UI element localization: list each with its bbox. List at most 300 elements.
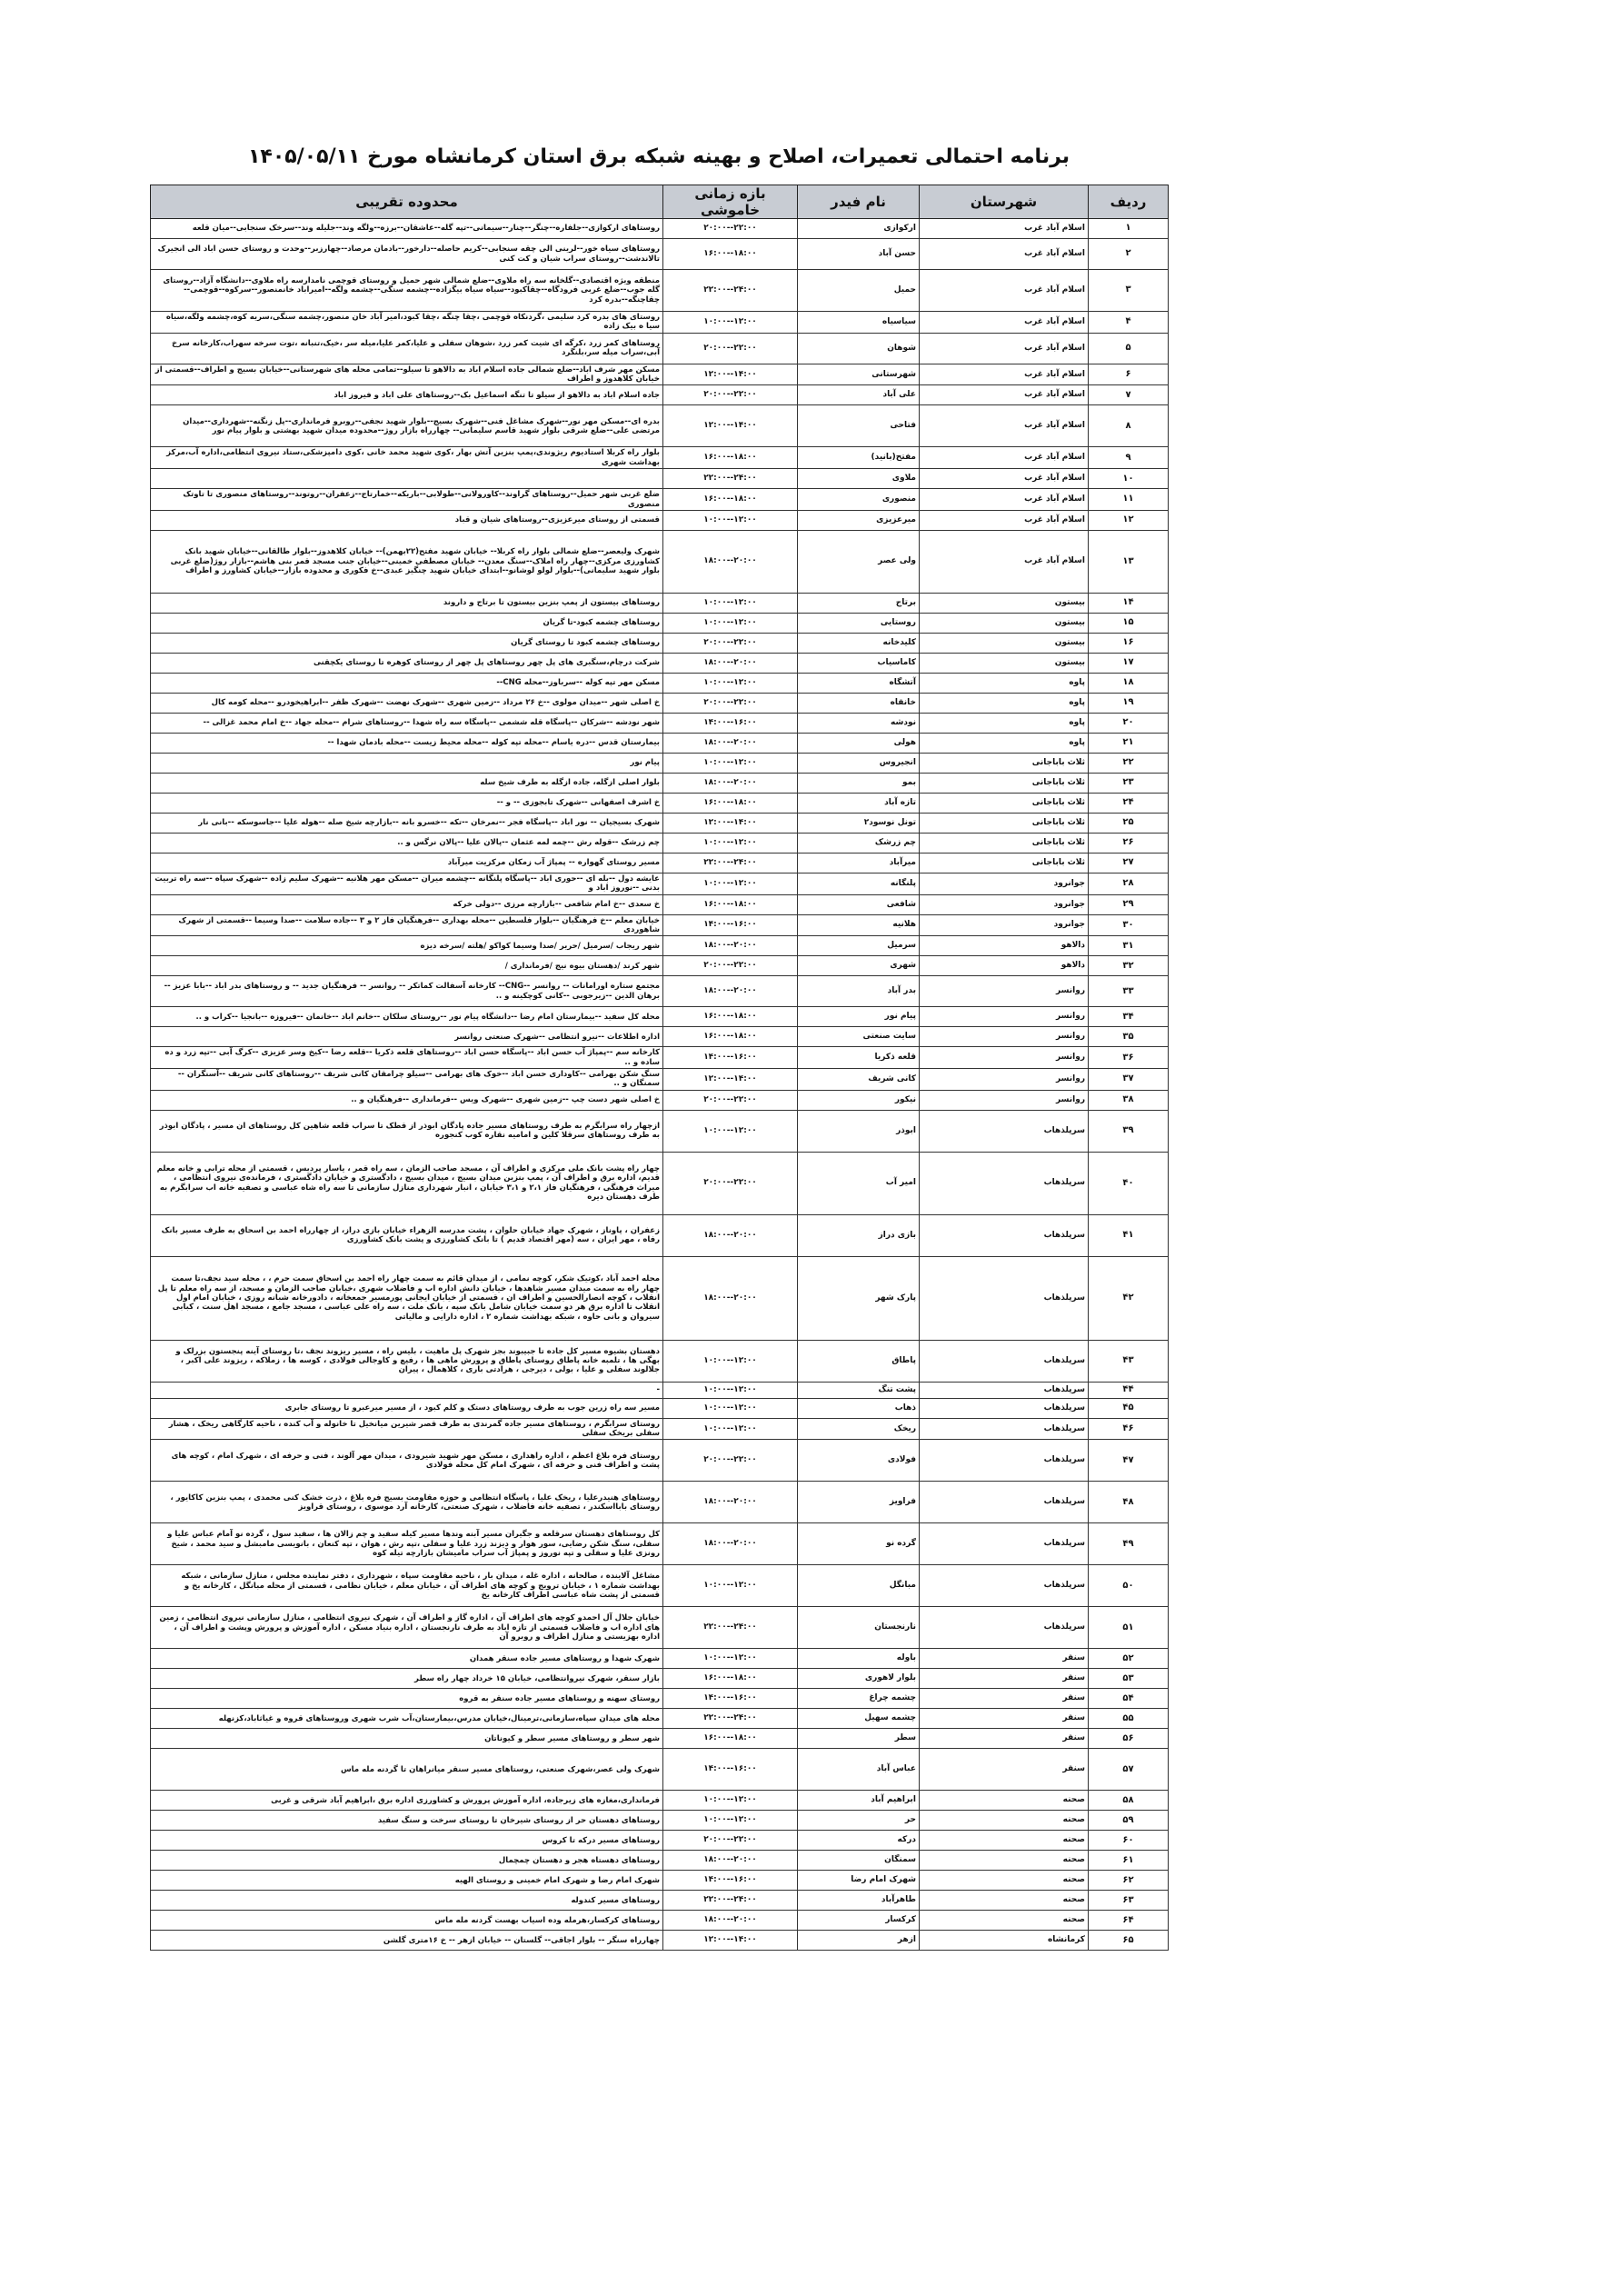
- area-cell: روستاهای چشمه کبود تا روستای گریان: [151, 633, 663, 653]
- table-row: [151, 956, 1169, 976]
- row-number-cell: ۶۱: [1089, 1851, 1169, 1871]
- time-cell: ۱۲:۰۰--۱۴:۰۰: [663, 364, 798, 385]
- time-cell: ۱۸:۰۰--۲۰:۰۰: [663, 773, 798, 793]
- time-cell: ۱۶:۰۰--۱۸:۰۰: [663, 894, 798, 914]
- table-row: [151, 1911, 1169, 1931]
- row-number-cell: ۶۳: [1089, 1891, 1169, 1911]
- time-cell: ۱۴:۰۰--۱۶:۰۰: [663, 1871, 798, 1891]
- table-row: [151, 1523, 1169, 1565]
- table-row: [151, 833, 1169, 853]
- city-cell: اسلام آباد غرب: [920, 510, 1089, 530]
- time-cell: ۱۰:۰۰--۱۲:۰۰: [663, 833, 798, 853]
- time-cell: ۱۴:۰۰--۱۶:۰۰: [663, 1749, 798, 1791]
- row-number-cell: ۵۳: [1089, 1669, 1169, 1689]
- area-cell: روستاهای دهستاه هجر و دهستان چمچمال: [151, 1851, 663, 1871]
- table-row: [151, 1689, 1169, 1709]
- table-row: [151, 239, 1169, 270]
- city-cell: پاوه: [920, 713, 1089, 733]
- time-cell: ۲۰:۰۰--۲۲:۰۰: [663, 1090, 798, 1110]
- feeder-cell: شهرستانی: [798, 364, 920, 385]
- time-cell: ۲۲:۰۰--۲۴:۰۰: [663, 1709, 798, 1729]
- table-row: [151, 1831, 1169, 1851]
- row-number-cell: ۹: [1089, 447, 1169, 469]
- time-cell: ۲۰:۰۰--۲۲:۰۰: [663, 633, 798, 653]
- header-time: بازه زمانی خاموشی: [663, 185, 798, 219]
- city-cell: بیستون: [920, 653, 1089, 673]
- row-number-cell: ۵۰: [1089, 1565, 1169, 1607]
- table-row: [151, 1565, 1169, 1607]
- feeder-cell: عباس آباد: [798, 1749, 920, 1791]
- table-row: [151, 1669, 1169, 1689]
- feeder-cell: انجیروس: [798, 753, 920, 773]
- city-cell: سرپلذهاب: [920, 1152, 1089, 1214]
- time-cell: ۱۸:۰۰--۲۰:۰۰: [663, 1851, 798, 1871]
- row-number-cell: ۷: [1089, 385, 1169, 405]
- header-feeder: نام فیدر: [798, 185, 920, 219]
- row-number-cell: ۴۵: [1089, 1398, 1169, 1418]
- time-cell: ۲۲:۰۰--۲۴:۰۰: [663, 1607, 798, 1649]
- table-row: [151, 1749, 1169, 1791]
- area-cell: بلوار اصلی ازگله، جاده ازگله به طرف شیخ سله: [151, 773, 663, 793]
- row-number-cell: ۶۰: [1089, 1831, 1169, 1851]
- city-cell: صحنه: [920, 1911, 1089, 1931]
- city-cell: سرپلذهاب: [920, 1340, 1089, 1382]
- area-cell: پیام نور: [151, 753, 663, 773]
- city-cell: اسلام آباد غرب: [920, 312, 1089, 334]
- table-row: [151, 914, 1169, 936]
- table-row: [151, 773, 1169, 793]
- row-number-cell: ۴۴: [1089, 1382, 1169, 1398]
- area-cell: محله کل سفید --بیمارستان امام رضا --دانشگاه پیام نور --روستای سلکان --خانم اباد --خانمان --فیروزه --بانجیا --کراب و ..: [151, 1007, 663, 1027]
- time-cell: ۱۰:۰۰--۱۲:۰۰: [663, 593, 798, 613]
- feeder-cell: علی آباد: [798, 385, 920, 405]
- city-cell: سرپلذهاب: [920, 1565, 1089, 1607]
- table-row: [151, 219, 1169, 239]
- area-cell: بدره ای--مسکن مهر نور--شهرک مشاغل فنی--شهرک بسیج--بلوار شهید نجفی--روبرو فرمانداری--پل زنگنه--شهرداری--میدان مرتضی علی--ضلع شرقی بلوار شهید قاسم سلیمانی-- چهارراه بازار روژ--محدوده میدان شهید بهشتی و بلوار پیام نور: [151, 405, 663, 447]
- time-cell: ۱۴:۰۰--۱۶:۰۰: [663, 914, 798, 936]
- table-row: [151, 270, 1169, 312]
- area-cell: روستای سهنه و روستاهای مسیر جاده سنقر به قروه: [151, 1689, 663, 1709]
- row-number-cell: ۵۶: [1089, 1729, 1169, 1749]
- row-number-cell: ۲: [1089, 239, 1169, 270]
- area-cell: روستاهای مسیر درکه تا کروس: [151, 1831, 663, 1851]
- city-cell: جوانرود: [920, 894, 1089, 914]
- page-title: برنامه احتمالی تعمیرات، اصلاح و بهینه شبکه برق استان کرمانشاه مورخ ۱۴۰۵/۰۵/۱۱: [247, 145, 1070, 168]
- time-cell: ۱۸:۰۰--۲۰:۰۰: [663, 1482, 798, 1523]
- city-cell: صحنه: [920, 1871, 1089, 1891]
- time-cell: ۱۸:۰۰--۲۰:۰۰: [663, 733, 798, 753]
- feeder-cell: چم زرشک: [798, 833, 920, 853]
- feeder-cell: حمیل: [798, 270, 920, 312]
- table-row: [151, 1007, 1169, 1027]
- row-number-cell: ۳۰: [1089, 914, 1169, 936]
- area-cell: مسکن مهر تپه کوله --سرباوز--محله CNG--: [151, 673, 663, 693]
- table-row: [151, 469, 1169, 489]
- row-number-cell: ۵۲: [1089, 1649, 1169, 1669]
- feeder-cell: کلیدخانه: [798, 633, 920, 653]
- row-number-cell: ۳۱: [1089, 936, 1169, 956]
- feeder-cell: بمو: [798, 773, 920, 793]
- feeder-cell: ابوذر: [798, 1110, 920, 1152]
- time-cell: ۱۸:۰۰--۲۰:۰۰: [663, 1256, 798, 1340]
- table-row: [151, 936, 1169, 956]
- time-cell: ۱۰:۰۰--۱۲:۰۰: [663, 1791, 798, 1811]
- area-cell: زعفران ، پاوناز ، شهرک جهاد خیابان حلوان ، پشت مدرسه الزهراء خیابان بازی دراز، از چهارراه احمد بن اسحاق به طرف مسیر بانک رفاه ، مهر ایران ، سه (مهر اقتصاد قدیم ) تا بانک کشاورزی و پشت بانک کشاورزی: [151, 1214, 663, 1256]
- feeder-cell: مفتح(بانید): [798, 447, 920, 469]
- area-cell: -: [151, 1382, 663, 1398]
- city-cell: روانسر: [920, 1007, 1089, 1027]
- area-cell: بازار سنقر، شهرک نیروانتظامی، خیابان ۱۵ خرداد چهار راه سطر: [151, 1669, 663, 1689]
- table-row: [151, 489, 1169, 511]
- row-number-cell: ۲۰: [1089, 713, 1169, 733]
- city-cell: سرپلذهاب: [920, 1382, 1089, 1398]
- row-number-cell: ۳۴: [1089, 1007, 1169, 1027]
- feeder-cell: بدر آباد: [798, 976, 920, 1007]
- area-cell: کارخانه سم --پمپاژ آب حسن اباد --پاسگاه حسن اباد --روستاهای قلعه ذکریا --قلعه رضا --کیخ وسر عزیزی --کرگ آبی --تپه زرد و ده ساده و ..: [151, 1047, 663, 1069]
- row-number-cell: ۴۷: [1089, 1440, 1169, 1482]
- area-cell: روستاهای کمر زرد ،کرگه ای شیت کمر زرد ،شوهان سفلی و علیا،کمر علیا،میله سر ،خیک،تنبانه ،توت سرخه سهراب،کارخانه سرخ آبی،سراب میله سر،بلنگرد: [151, 333, 663, 364]
- feeder-cell: پلنگانه: [798, 873, 920, 894]
- row-number-cell: ۲۱: [1089, 733, 1169, 753]
- area-cell: ضلع غربی شهر حمیل--روستاهای گراوند--کاورولانی--طولابی--باریکه--خمارتاج--زعفران--روتوند--روستاهای منصوری تا تاوتک منصوری: [151, 489, 663, 511]
- row-number-cell: ۲۷: [1089, 853, 1169, 873]
- feeder-cell: بلوار لاهوری: [798, 1669, 920, 1689]
- feeder-cell: سطر: [798, 1729, 920, 1749]
- area-cell: شهرک امام رضا و شهرک امام خمینی و روستای الهیه: [151, 1871, 663, 1891]
- feeder-cell: سرمیل: [798, 936, 920, 956]
- row-number-cell: ۴۶: [1089, 1418, 1169, 1440]
- area-cell: چهار راه پشت بانک ملی مرکزی و اطراف آن ، مسجد صاحب الزمان ، سه راه قمر ، یاسار پردیس ، قسمتی از محله ترابی و خانه معلم قدیم، اداره برق و اطراف آن ، پمپ بنزین میدان بسیج ، میدان بسیج ، دادگستری و خیابان دادگستری ، فرمانده‌ی نیروی انتظامی ، میراث فرهنگی ، فرهنگیان فاز ۲،۱ و ۳،۱ خیابان ، انبار شهرداری منازل سازمانی تا سه راه شاه عباسی و تصفیه خانه اب سرابگرم به طرف دهستان دیره: [151, 1152, 663, 1214]
- area-cell: شهرک بسیجیان -- نور اباد --پاسگاه فجر --نمرخان --تکه --خسرو بانه --بازارچه شیخ صله --هوله علیا --جاسوسکه --بانی نار: [151, 813, 663, 833]
- area-cell: روستاهای چشمه کبود-تا گریان: [151, 613, 663, 633]
- area-cell: خ اصلی شهر --میدان مولوی --خ ۲۶ مرداد --زمین شهری --شهرک نهضت --شهرک ظفر --ابراهیخودرو --محله کومه کال: [151, 693, 663, 713]
- time-cell: ۲۰:۰۰--۲۲:۰۰: [663, 693, 798, 713]
- feeder-cell: نودشه: [798, 713, 920, 733]
- header-city: شهرستان: [920, 185, 1089, 219]
- time-cell: ۱۸:۰۰--۲۰:۰۰: [663, 530, 798, 593]
- city-cell: ثلاث باباجانی: [920, 753, 1089, 773]
- area-cell: دهستان بشیوه مسیر کل جاده تا جبیبوند بجز شهرک پل ماهیت ، بلیس راه ، مسیر ریزوند نجف ،تا روستای آینه پنجستون بزرلک و بهگی ها ، تلمبه خانه پاطاق روستای پاطاق و پرورش ماهی ها ، رفیع و کاوجالی فولادی ، کوسه ها ، زملاکه ، ریزوند علی اکبر ، جلالوند سفلی و علیا ، بولی ، دیرجی ، هرادتی باری ، کلاهمال ، پیران: [151, 1340, 663, 1382]
- time-cell: ۲۲:۰۰--۲۴:۰۰: [663, 270, 798, 312]
- header-row-number: ردیف: [1089, 185, 1169, 219]
- table-row: [151, 613, 1169, 633]
- time-cell: ۱۰:۰۰--۱۲:۰۰: [663, 1649, 798, 1669]
- feeder-cell: درکه: [798, 1831, 920, 1851]
- table-row: [151, 1649, 1169, 1669]
- area-cell: روستاهای ارکوازی--جلفاره--چنگر--چنار--سیمانی--تپه گله--عاشقان--برزه--ولگه وند--جلیله وند--سرخک سنجابی--میان قلعه: [151, 219, 663, 239]
- city-cell: صحنه: [920, 1831, 1089, 1851]
- city-cell: اسلام آباد غرب: [920, 270, 1089, 312]
- area-cell: مسیر سه راه زرین جوب به طرف روستاهای دستک و کلم کبود ، از مسیر میرعبرو تا روستای جابری: [151, 1398, 663, 1418]
- area-cell: روستای سرابگرم ، روستاهای مسیر جاده گمرندی به طرف قصر شیرین میانخیل تا خانوله و آب کنده ، ناحیه کارگاهی ریخک ، هشار سفلی بریخک سفلی: [151, 1418, 663, 1440]
- feeder-cell: کاماسیاب: [798, 653, 920, 673]
- table-row: [151, 673, 1169, 693]
- row-number-cell: ۱۶: [1089, 633, 1169, 653]
- table-row: [151, 364, 1169, 385]
- row-number-cell: ۴۸: [1089, 1482, 1169, 1523]
- time-cell: ۱۸:۰۰--۲۰:۰۰: [663, 936, 798, 956]
- feeder-cell: چشمه سهیل: [798, 1709, 920, 1729]
- area-cell: محله احمد آباد ،کوتیک شکر، کوچه نمامی ، از میدان قائم به سمت چهار راه احمد بن اسحاق سمت حرم ، ، محله سید نجف،تا سمت چهار راه به سمت میدان مسیر شاهدها ، خیابان دانش اداره اب و فاضلاب شهری ،خیابان صاحب الزمان و مسجد، از سه راه معلم تا پل انقلاب ، کوچه انصارالحسین و اطراف ان ، قسمتی از خیابان ایجانی پورمسیر جمعخانه ، دادورخانه شبانه روزی ، خیابان امام اول انقلاب تا اداره برق هر دو سمت خیابان شامل بانک سپه ، بانک ملت ، سه راه علی عباسی ، مسجد جامع ، مسجد اهل سنت ، کبابی سیروان و بانی حاوه ، شبکه بهداشت شماره ۲ ، اداره دارایی و مالیاتی: [151, 1256, 663, 1340]
- city-cell: سنقر: [920, 1749, 1089, 1791]
- table-row: [151, 1418, 1169, 1440]
- feeder-cell: روستایی: [798, 613, 920, 633]
- table-row: [151, 1791, 1169, 1811]
- city-cell: اسلام آباد غرب: [920, 219, 1089, 239]
- area-cell: روستاهای مسیر کندوله: [151, 1891, 663, 1911]
- area-cell: سنگ شکن بهرامی --کاوداری حسن اباد --خوک های بهرامی --سیلو چرامقان کانی شریف --روستاهای کانی شریف --آسنگران --سمنگان و ..: [151, 1069, 663, 1091]
- feeder-cell: پیام نور: [798, 1007, 920, 1027]
- area-cell: شهر ریجاب /سرمیل /حریر /صدا وسیما کواکو /هلته /سرخه دیزه: [151, 936, 663, 956]
- feeder-cell: ابراهیم آباد: [798, 1791, 920, 1811]
- city-cell: سنقر: [920, 1649, 1089, 1669]
- time-cell: ۲۲:۰۰--۲۴:۰۰: [663, 1891, 798, 1911]
- feeder-cell: گرده نو: [798, 1523, 920, 1565]
- feeder-cell: فولادی: [798, 1440, 920, 1482]
- feeder-cell: آتشگاه: [798, 673, 920, 693]
- feeder-cell: بازی دراز: [798, 1214, 920, 1256]
- row-number-cell: ۵۴: [1089, 1689, 1169, 1709]
- time-cell: ۱۶:۰۰--۱۸:۰۰: [663, 1027, 798, 1047]
- time-cell: ۲۰:۰۰--۲۲:۰۰: [663, 385, 798, 405]
- feeder-cell: ریخک: [798, 1418, 920, 1440]
- table-row: [151, 447, 1169, 469]
- city-cell: روانسر: [920, 976, 1089, 1007]
- feeder-cell: سمنگان: [798, 1851, 920, 1871]
- row-number-cell: ۵: [1089, 333, 1169, 364]
- table-row: [151, 976, 1169, 1007]
- feeder-cell: پشت تنگ: [798, 1382, 920, 1398]
- row-number-cell: ۳۵: [1089, 1027, 1169, 1047]
- time-cell: ۱۶:۰۰--۱۸:۰۰: [663, 489, 798, 511]
- time-cell: ۱۲:۰۰--۱۴:۰۰: [663, 1069, 798, 1091]
- city-cell: اسلام آباد غرب: [920, 447, 1089, 469]
- time-cell: ۱۰:۰۰--۱۲:۰۰: [663, 510, 798, 530]
- row-number-cell: ۲۲: [1089, 753, 1169, 773]
- city-cell: سنقر: [920, 1729, 1089, 1749]
- table-row: [151, 510, 1169, 530]
- city-cell: روانسر: [920, 1047, 1089, 1069]
- area-cell: [151, 469, 663, 489]
- area-cell: خ اشرف اصفهانی --شهرک تابجوزی -- و --: [151, 793, 663, 813]
- area-cell: روستای های بدره کرد سلیمی ،گردنکاه قوچمی ،چقا چنگه ،چقا کبود،امیر آباد خان منصور،چشمه سنگی،سریه کوه،چشمه ولگه،سیاه سیا ه بیک زاده: [151, 312, 663, 334]
- row-number-cell: ۳۲: [1089, 956, 1169, 976]
- row-number-cell: ۲۵: [1089, 813, 1169, 833]
- area-cell: ازچهار راه سرابگرم به طرف روستاهای مسیر جاده پادگان ابوذر از قطک تا سراب قلعه شاهین کل روستاهای ان مسیر ، پادگان ابوذر به طرف روستاهای سرقلا کلین و امامیه نقاره کوب کنجوره: [151, 1110, 663, 1152]
- table-row: [151, 853, 1169, 873]
- table-row: [151, 633, 1169, 653]
- row-number-cell: ۴: [1089, 312, 1169, 334]
- row-number-cell: ۵۷: [1089, 1749, 1169, 1791]
- time-cell: ۱۶:۰۰--۱۸:۰۰: [663, 239, 798, 270]
- table-row: [151, 1871, 1169, 1891]
- feeder-cell: ذهاب: [798, 1398, 920, 1418]
- time-cell: ۱۲:۰۰--۱۴:۰۰: [663, 1931, 798, 1951]
- city-cell: بیستون: [920, 613, 1089, 633]
- area-cell: روستاهای کرکسار،هرمله وده اسیاب بهست گردنه مله ماس: [151, 1911, 663, 1931]
- row-number-cell: ۵۸: [1089, 1791, 1169, 1811]
- table-row: [151, 1069, 1169, 1091]
- time-cell: ۱۰:۰۰--۱۲:۰۰: [663, 873, 798, 894]
- table-row: [151, 385, 1169, 405]
- feeder-cell: هلانیه: [798, 914, 920, 936]
- area-cell: محله های میدان سپاه،سازمانی،ترمینال،خیابان مدرس،بیمارستان،آب شرب شهری وروستاهای قروه و غیاثاباد،کزنهله: [151, 1709, 663, 1729]
- city-cell: سنقر: [920, 1689, 1089, 1709]
- area-cell: روستای فره بلاغ اعظم ، اداره راهداری ، مسکن مهر شهید شیرودی ، میدان مهر آلوند ، فنی و حرفه ای ، شهرک امام ، کوچه های پشت و اطراف فنی و حرفه ای ، شهرک امام کل محله فولادی: [151, 1440, 663, 1482]
- table-row: [151, 405, 1169, 447]
- table-row: [151, 1729, 1169, 1749]
- area-cell: بیمارستان قدس --دره یاسام --محله تپه کوله --محله محیط زیست --محله بادمان شهدا --: [151, 733, 663, 753]
- feeder-cell: نارنجستان: [798, 1607, 920, 1649]
- time-cell: ۱۴:۰۰--۱۶:۰۰: [663, 1689, 798, 1709]
- table-row: [151, 1214, 1169, 1256]
- area-cell: شرکت درچام،سنگبری های پل چهر روستاهای پل چهر از روستای کوهره تا روستای یکچقنی: [151, 653, 663, 673]
- feeder-cell: میرآباد: [798, 853, 920, 873]
- time-cell: ۱۲:۰۰--۱۴:۰۰: [663, 405, 798, 447]
- feeder-cell: سایت صنعتی: [798, 1027, 920, 1047]
- feeder-cell: مبانگل: [798, 1565, 920, 1607]
- area-cell: شهر کرند /دهستان بیوه نیج /فرمانداری /: [151, 956, 663, 976]
- table-row: [151, 1090, 1169, 1110]
- time-cell: ۱۸:۰۰--۲۰:۰۰: [663, 653, 798, 673]
- time-cell: ۱۲:۰۰--۱۴:۰۰: [663, 813, 798, 833]
- city-cell: دالاهو: [920, 936, 1089, 956]
- time-cell: ۱۰:۰۰--۱۲:۰۰: [663, 753, 798, 773]
- table-row: [151, 793, 1169, 813]
- row-number-cell: ۸: [1089, 405, 1169, 447]
- feeder-cell: پارک شهر: [798, 1256, 920, 1340]
- city-cell: کرمانشاه: [920, 1931, 1089, 1951]
- area-cell: کل روستاهای دهستان سرقلعه و جگیران مسیر آبنه وندها مسیر کیله سفید و چم زالان ها ، سفید سول ، گرده نو آمام عباس علیا و سفلی، سنگ شکن رضایی، سور هوار و دیزند زرد علیا و سفلی ،تپه رش ، هوان ، تپه کنعان ، بانویسی مامبشل و سید محمد ، شیخ رونزی علیا و سفلی و تپه نوروز و پمپاژ آب سراب مامیشان بازارچه تیله کوه: [151, 1523, 663, 1565]
- area-cell: مجتمع ستاره اورامانات -- روانسر --CNG-- کارخانه آسفالت کماتکر -- روانسر -- فرهنگیان جدید -- و روستاهای بدر اباد --بابا عزیز --برهان الدین --زیرجوبی --کانی کوچکینه و ..: [151, 976, 663, 1007]
- feeder-cell: ازهر: [798, 1931, 920, 1951]
- city-cell: جوانرود: [920, 873, 1089, 894]
- time-cell: ۱۶:۰۰--۱۸:۰۰: [663, 447, 798, 469]
- row-number-cell: ۲۹: [1089, 894, 1169, 914]
- city-cell: سرپلذهاب: [920, 1523, 1089, 1565]
- feeder-cell: شهری: [798, 956, 920, 976]
- city-cell: پاوه: [920, 693, 1089, 713]
- area-cell: خ اصلی شهر دست چپ --زمین شهری --شهرک ویس --فرمانداری --فرهنگیان و ..: [151, 1090, 663, 1110]
- feeder-cell: منصوری: [798, 489, 920, 511]
- row-number-cell: ۶۵: [1089, 1931, 1169, 1951]
- feeder-cell: حر: [798, 1811, 920, 1831]
- time-cell: ۱۴:۰۰--۱۶:۰۰: [663, 713, 798, 733]
- area-cell: مسیر روستای گهواره -- پمپاژ آب زمکان مرکزیت میرآباد: [151, 853, 663, 873]
- table-row: [151, 1256, 1169, 1340]
- table-row: [151, 1110, 1169, 1152]
- row-number-cell: ۴۱: [1089, 1214, 1169, 1256]
- feeder-cell: تونل نوسود۲: [798, 813, 920, 833]
- table-row: [151, 1382, 1169, 1398]
- time-cell: ۱۰:۰۰--۱۲:۰۰: [663, 1398, 798, 1418]
- area-cell: شهر سطر و روستاهای مسیر سطر و کیوناتان: [151, 1729, 663, 1749]
- feeder-cell: چشمه چراغ: [798, 1689, 920, 1709]
- time-cell: ۱۰:۰۰--۱۲:۰۰: [663, 1565, 798, 1607]
- feeder-cell: طاهرآباد: [798, 1891, 920, 1911]
- city-cell: ثلاث باباجانی: [920, 853, 1089, 873]
- row-number-cell: ۲۴: [1089, 793, 1169, 813]
- city-cell: اسلام آباد غرب: [920, 469, 1089, 489]
- city-cell: روانسر: [920, 1069, 1089, 1091]
- time-cell: ۲۲:۰۰--۲۴:۰۰: [663, 469, 798, 489]
- table-row: [151, 333, 1169, 364]
- feeder-cell: ملاوی: [798, 469, 920, 489]
- row-number-cell: ۴۹: [1089, 1523, 1169, 1565]
- table-row: [151, 530, 1169, 593]
- time-cell: ۱۰:۰۰--۱۲:۰۰: [663, 673, 798, 693]
- area-cell: شهرک شهدا و روستاهای مسیر جاده سنقر همدان: [151, 1649, 663, 1669]
- area-cell: جاده اسلام اباد به دالاهو از سیلو تا تنگه اسماعیل بک--روستاهای علی اباد و فیروز اباد: [151, 385, 663, 405]
- table-body: [151, 219, 1169, 1951]
- feeder-cell: هولی: [798, 733, 920, 753]
- feeder-cell: فراویز: [798, 1482, 920, 1523]
- time-cell: ۱۶:۰۰--۱۸:۰۰: [663, 1007, 798, 1027]
- area-cell: روستاهای بیستون از پمپ بنزین بیستون تا برتاج و داروند: [151, 593, 663, 613]
- feeder-cell: امیر آب: [798, 1152, 920, 1214]
- table-row: [151, 733, 1169, 753]
- feeder-cell: میرعزیزی: [798, 510, 920, 530]
- row-number-cell: ۳۸: [1089, 1090, 1169, 1110]
- row-number-cell: ۱۲: [1089, 510, 1169, 530]
- header-row: [151, 185, 1169, 219]
- city-cell: روانسر: [920, 1090, 1089, 1110]
- city-cell: صحنه: [920, 1811, 1089, 1831]
- feeder-cell: حسن آباد: [798, 239, 920, 270]
- time-cell: ۱۰:۰۰--۱۲:۰۰: [663, 1382, 798, 1398]
- area-cell: چم زرشک --قوله رش --چمه لمه عثمان --پالان علیا --پالان نرگس و ..: [151, 833, 663, 853]
- city-cell: صحنه: [920, 1891, 1089, 1911]
- city-cell: بیستون: [920, 593, 1089, 613]
- table-row: [151, 1440, 1169, 1482]
- city-cell: اسلام آباد غرب: [920, 239, 1089, 270]
- table-row: [151, 713, 1169, 733]
- time-cell: ۱۶:۰۰--۱۸:۰۰: [663, 793, 798, 813]
- area-cell: خ سعدی --خ امام شافعی --بازارچه مرزی --دولی خرکه: [151, 894, 663, 914]
- time-cell: ۲۰:۰۰--۲۲:۰۰: [663, 333, 798, 364]
- table-row: [151, 753, 1169, 773]
- feeder-cell: قلعه ذکریا: [798, 1047, 920, 1069]
- row-number-cell: ۱۸: [1089, 673, 1169, 693]
- city-cell: ثلاث باباجانی: [920, 813, 1089, 833]
- city-cell: سرپلذهاب: [920, 1398, 1089, 1418]
- row-number-cell: ۱۴: [1089, 593, 1169, 613]
- table-row: [151, 1607, 1169, 1649]
- row-number-cell: ۵۱: [1089, 1607, 1169, 1649]
- row-number-cell: ۵۹: [1089, 1811, 1169, 1831]
- time-cell: ۱۶:۰۰--۱۸:۰۰: [663, 1669, 798, 1689]
- time-cell: ۲۰:۰۰--۲۲:۰۰: [663, 1831, 798, 1851]
- area-cell: قسمتی از روستای میرعزیزی--روستاهای شیان و قباد: [151, 510, 663, 530]
- row-number-cell: ۳: [1089, 270, 1169, 312]
- row-number-cell: ۴۲: [1089, 1256, 1169, 1340]
- row-number-cell: ۶: [1089, 364, 1169, 385]
- city-cell: سنقر: [920, 1709, 1089, 1729]
- city-cell: پاوه: [920, 673, 1089, 693]
- city-cell: ثلاث باباجانی: [920, 773, 1089, 793]
- area-cell: عایشه دول --بله ای --حوری اباد --پاسگاه پلنگانه --چشمه میران --مسکن مهر هلانیه --شهرک سلیم زاده --شهرک سپاه --سه راه تربیت بدنی --نوروز اباد و: [151, 873, 663, 894]
- area-cell: شهر نودشه --شرکان --پاسگاه قله ششمی --پاسگاه سه راه شهدا --روستاهای شرام --محله جهاد --خ امام محمد غزالی --: [151, 713, 663, 733]
- feeder-cell: پاطاق: [798, 1340, 920, 1382]
- time-cell: ۲۲:۰۰--۲۴:۰۰: [663, 853, 798, 873]
- table-row: [151, 1047, 1169, 1069]
- time-cell: ۲۰:۰۰--۲۲:۰۰: [663, 1440, 798, 1482]
- feeder-cell: باوله: [798, 1649, 920, 1669]
- city-cell: سنقر: [920, 1669, 1089, 1689]
- row-number-cell: ۲۸: [1089, 873, 1169, 894]
- row-number-cell: ۳۷: [1089, 1069, 1169, 1091]
- city-cell: اسلام آباد غرب: [920, 530, 1089, 593]
